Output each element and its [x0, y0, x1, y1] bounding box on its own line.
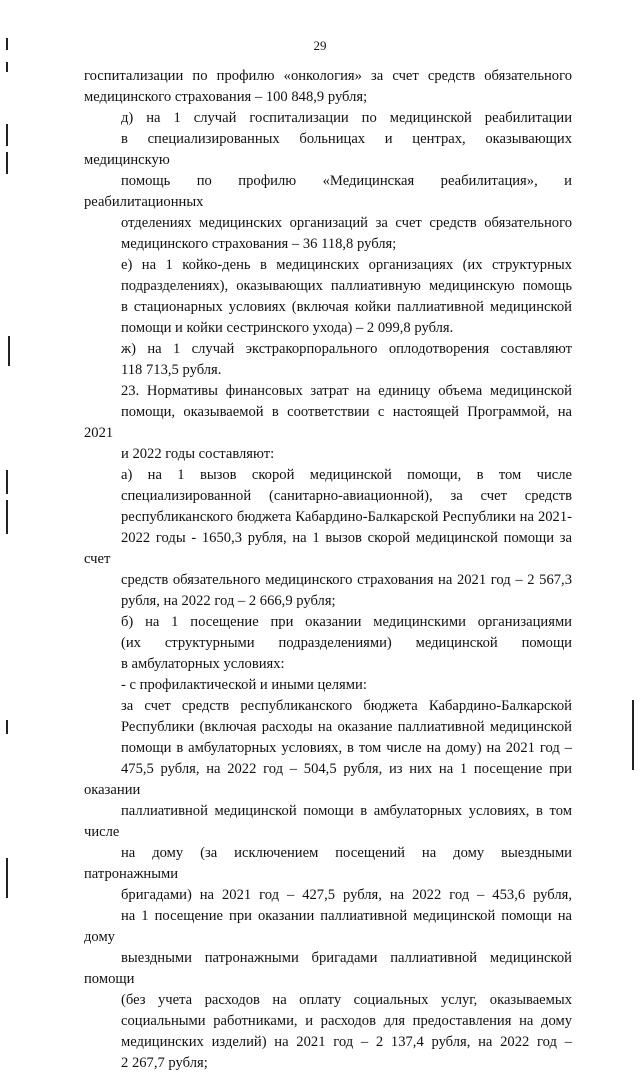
- paragraph: [84, 612, 572, 675]
- page-number: 29: [313, 38, 327, 53]
- scan-edge-mark-left-1: [6, 124, 8, 146]
- text-line: помощь по профилю «Медицинская реабилитация», и реабилитационных: [84, 173, 572, 210]
- text-line: в специализированных больницах и центрах, оказывающих медицинскую: [84, 131, 572, 168]
- text-line: а) на 1 вызов скорой медицинской помощи, в том числе: [121, 467, 572, 483]
- text-line: на 1 посещение при оказании паллиативной медицинской помощи на дому: [84, 908, 572, 945]
- text-line: госпитализации по профилю «онкология» за счет средств обязательного: [84, 68, 572, 84]
- text-line: за счет средств республиканского бюджета Кабардино-Балкарской: [121, 698, 572, 714]
- scan-edge-mark-left-6: [6, 720, 8, 734]
- text-line: паллиативной медицинской помощи в амбулаторных условиях, в том числе: [84, 803, 572, 840]
- text-line: Республики (включая расходы на оказание паллиативной медицинской: [121, 719, 572, 735]
- scan-edge-mark-left-4: [6, 470, 8, 494]
- text-line: б) на 1 посещение при оказании медицинскими организациями: [121, 614, 572, 630]
- paragraph: [84, 465, 572, 612]
- text-line: в стационарных условиях (включая койки паллиативной медицинской: [121, 299, 572, 315]
- paragraph: [84, 255, 572, 339]
- text-line: медицинских изделий) на 2021 год – 2 137,4 рубля, на 2022 год –: [121, 1034, 572, 1050]
- text-line: отделениях медицинских организаций за счет средств обязательного: [121, 215, 572, 231]
- scan-edge-mark-right: [632, 700, 634, 770]
- text-line: помощи в амбулаторных условиях, в том числе на дому) на 2021 год –: [121, 740, 572, 756]
- text-line: д) на 1 случай госпитализации по медицинской реабилитации: [121, 110, 572, 126]
- paragraph: [84, 696, 572, 1074]
- text-line: 475,5 рубля, на 2022 год – 504,5 рубля, из них на 1 посещение при оказании: [84, 761, 572, 798]
- text-line: (их структурными подразделениями) медицинской помощи: [121, 635, 572, 651]
- document-body: [84, 66, 572, 1074]
- text-line: е) на 1 койко-день в медицинских организациях (их структурных: [121, 257, 572, 273]
- text-line: бригадами) на 2021 год – 427,5 рубля, на 2022 год – 453,6 рубля,: [121, 887, 572, 903]
- text-line: 2 267,7 рубля;: [121, 1055, 208, 1071]
- text-line: помощи, оказываемой в соответствии с настоящей Программой, на 2021: [84, 404, 572, 441]
- text-line: республиканского бюджета Кабардино-Балкарской Республики на 2021-: [121, 509, 572, 525]
- text-line: на дому (за исключением посещений на дому выездными патронажными: [84, 845, 572, 882]
- text-line: - с профилактической и иными целями:: [121, 677, 367, 693]
- scan-edge-mark-left-3: [8, 336, 10, 366]
- text-line: помощи и койки сестринского ухода) – 2 099,8 рубля.: [121, 320, 454, 336]
- paragraph: [84, 108, 572, 255]
- text-line: в амбулаторных условиях:: [121, 656, 285, 672]
- text-line: выездными патронажными бригадами паллиативной медицинской помощи: [84, 950, 572, 987]
- text-line: 118 713,5 рубля.: [121, 362, 222, 378]
- paragraph: [84, 381, 572, 465]
- text-line: и 2022 годы составляют:: [121, 446, 275, 462]
- paragraph: [84, 339, 572, 381]
- text-line: специализированной (санитарно-авиационной), за счет средств: [121, 488, 572, 504]
- scan-edge-mark-left-2: [6, 152, 8, 174]
- scan-edge-mark-top-left-2: [6, 62, 8, 72]
- paragraph: [84, 66, 572, 108]
- text-line: рубля, на 2022 год – 2 666,9 рубля;: [121, 593, 336, 609]
- text-line: средств обязательного медицинского страхования на 2021 год – 2 567,3: [121, 572, 572, 588]
- text-line: ж) на 1 случай экстракорпорального оплодотворения составляют: [121, 341, 572, 357]
- text-line: медицинского страхования – 36 118,8 рубля;: [121, 236, 397, 252]
- text-line: подразделениях), оказывающих паллиативную медицинскую помощь: [121, 278, 572, 294]
- text-line: социальными работниками, и расходов для предоставления на дому: [121, 1013, 572, 1029]
- text-line: (без учета расходов на оплату социальных услуг, оказываемых: [121, 992, 572, 1008]
- scan-edge-mark-bottom-left: [6, 858, 8, 898]
- text-line: 23. Нормативы финансовых затрат на единицу объема медицинской: [121, 383, 572, 399]
- scan-edge-mark-left-5: [6, 500, 8, 534]
- text-line: 2022 годы - 1650,3 рубля, на 1 вызов скорой медицинской помощи за счет: [84, 530, 572, 567]
- text-line: медицинского страхования – 100 848,9 рубля;: [84, 89, 368, 105]
- paragraph: [84, 675, 572, 696]
